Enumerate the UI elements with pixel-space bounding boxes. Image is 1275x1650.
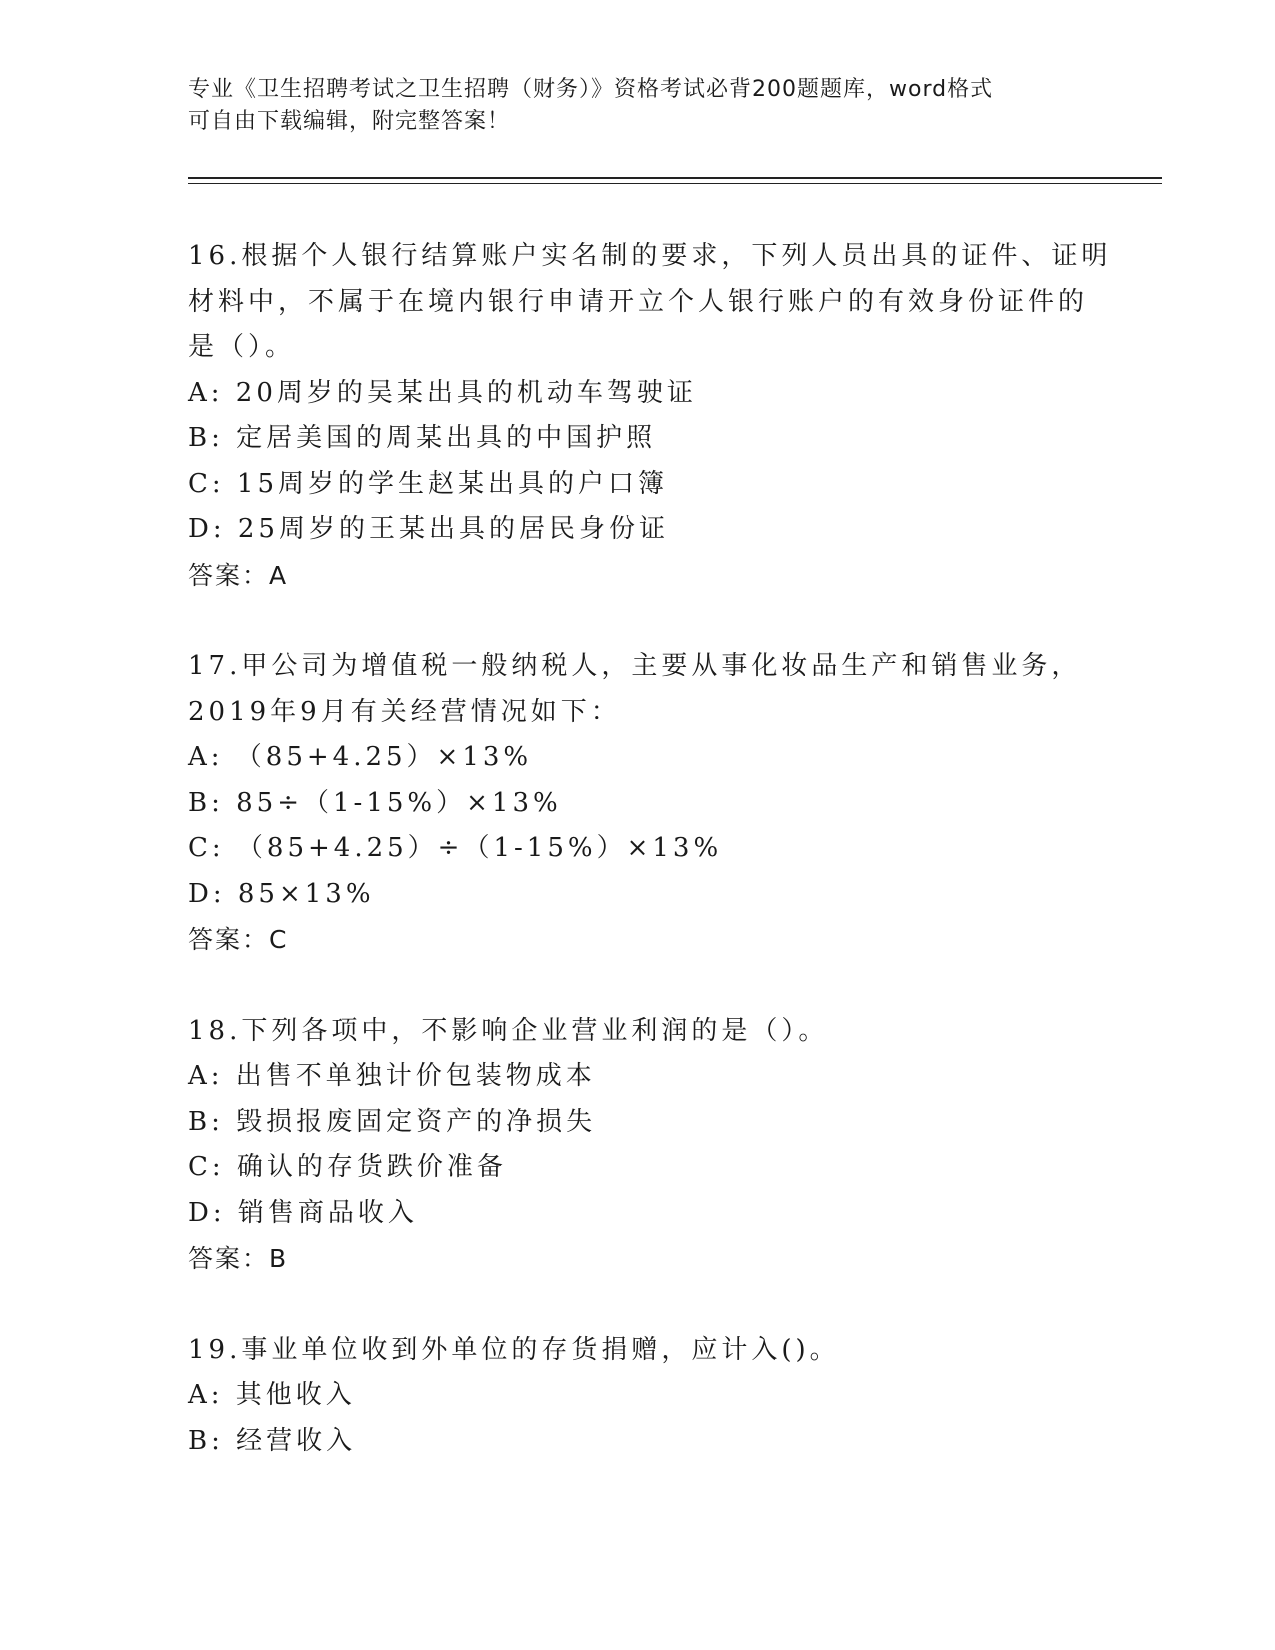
- question-17: [188, 644, 1088, 963]
- answer-line: 答案：C: [188, 925, 289, 954]
- header-title-line-1: 专业《卫生招聘考试之卫生招聘（财务）》资格考试必背200题题库，word格式: [188, 77, 994, 102]
- question-stem: [188, 1009, 1088, 1055]
- question-stem-line: 16.根据个人银行结算账户实名制的要求，下列人员出具的证件、证明: [188, 241, 1112, 271]
- question-stem-line: 材料中，不属于在境内银行申请开立个人银行账户的有效身份证件的: [188, 286, 1089, 317]
- question-19: [188, 1328, 1088, 1465]
- question-stem: [188, 1328, 1088, 1374]
- option-a: A: （85+4.25）×13%: [188, 742, 533, 772]
- question-stem: [188, 234, 1112, 371]
- question-stem-line: 是（）。: [188, 332, 296, 362]
- header-divider-thin: [188, 183, 1162, 184]
- option-b: B: 85÷（1-15%）×13%: [188, 787, 562, 818]
- question-16: [188, 234, 1112, 598]
- header-divider-thick: [188, 177, 1162, 179]
- question-stem: [188, 644, 1088, 735]
- option-c: C: 确认的存货跌价准备: [188, 1152, 507, 1182]
- question-list: [188, 234, 1112, 1510]
- header-title-line-2: 可自由下载编辑，附完整答案！: [188, 109, 511, 134]
- option-d: D: 85×13%: [188, 878, 375, 909]
- option-a: A: 出售不单独计价包装物成本: [188, 1061, 596, 1091]
- option-b: B: 定居美国的周某出具的中国护照: [188, 423, 657, 453]
- option-c: C: 15周岁的学生赵某出具的户口簿: [188, 468, 669, 499]
- option-b: B: 毁损报废固定资产的净损失: [188, 1106, 597, 1137]
- option-d: D: 25周岁的王某出具的居民身份证: [188, 514, 669, 544]
- question-stem-line: 17.甲公司为增值税一般纳税人，主要从事化妆品生产和销售业务，: [188, 651, 1082, 681]
- document-header: [188, 74, 1088, 138]
- option-c: C: （85+4.25）÷（1-15%）×13%: [188, 833, 723, 863]
- option-d: D: 销售商品收入: [188, 1197, 418, 1228]
- option-b: B: 经营收入: [188, 1425, 357, 1456]
- answer-line: 答案：A: [188, 560, 289, 590]
- option-a: A: 其他收入: [188, 1380, 356, 1410]
- question-stem-line: 18.下列各项中，不影响企业营业利润的是（）。: [188, 1015, 829, 1046]
- answer-line: 答案：B: [188, 1244, 289, 1273]
- question-stem-line: 2019年9月有关经营情况如下：: [188, 696, 621, 727]
- question-stem-line: 19.事业单位收到外单位的存货捐赠，应计入()。: [188, 1334, 840, 1365]
- question-18: [188, 1009, 1088, 1282]
- option-a: A: 20周岁的吴某出具的机动车驾驶证: [188, 377, 697, 408]
